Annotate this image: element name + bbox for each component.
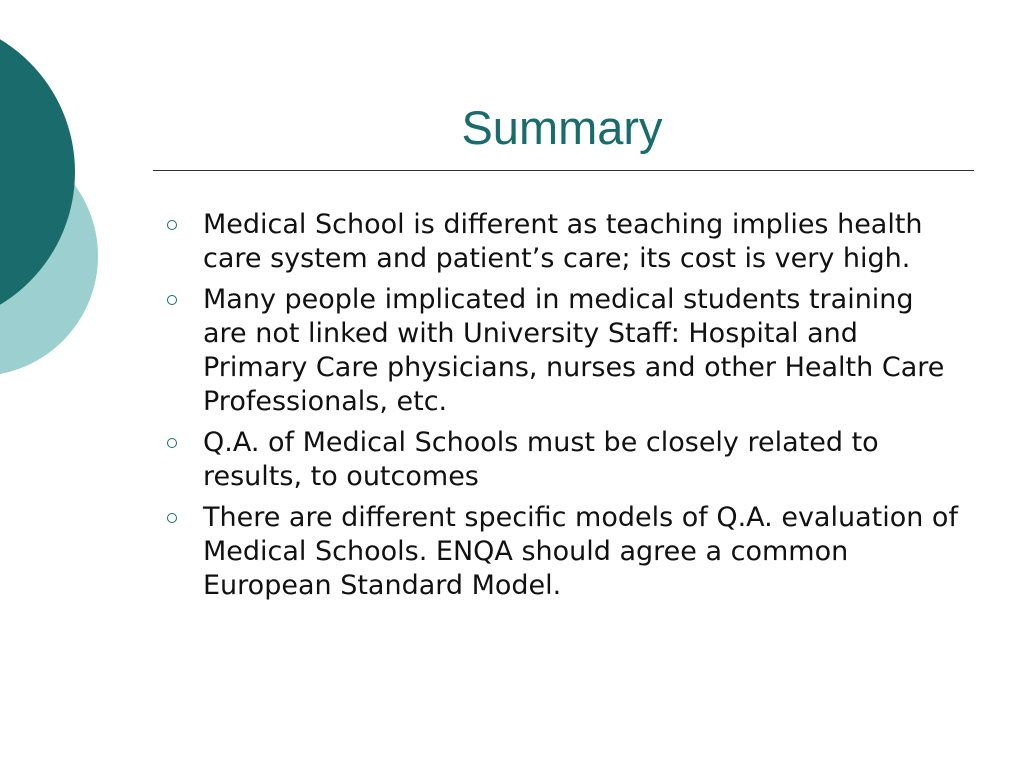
title-divider <box>153 170 974 171</box>
circle-bullet-icon <box>167 513 177 523</box>
circle-bullet-icon <box>167 220 177 230</box>
bullet-text: Q.A. of Medical Schools must be closely related to results, to outcomes <box>203 427 879 492</box>
circle-bullet-icon <box>167 438 177 448</box>
bullet-text: Many people implicated in medical students training are not linked with University Staff: Hospital and Primary Care physicians, nurses and other Health Care Professionals, etc. <box>203 284 945 417</box>
bullet-item <box>165 283 965 419</box>
slide-title: Summary <box>461 101 663 154</box>
bullet-text: There are different specific models of Q.A. evaluation of Medical Schools. ENQA should agree a common European Standard Model. <box>203 502 958 601</box>
bullet-item <box>165 501 965 603</box>
bullet-list <box>165 208 965 610</box>
bullet-item <box>165 426 965 494</box>
bullet-text: Medical School is different as teaching implies health care system and patient’s care; its cost is very high. <box>203 209 923 274</box>
circle-bullet-icon <box>167 295 177 305</box>
decorative-circles <box>0 0 120 420</box>
bullet-item <box>165 208 965 276</box>
